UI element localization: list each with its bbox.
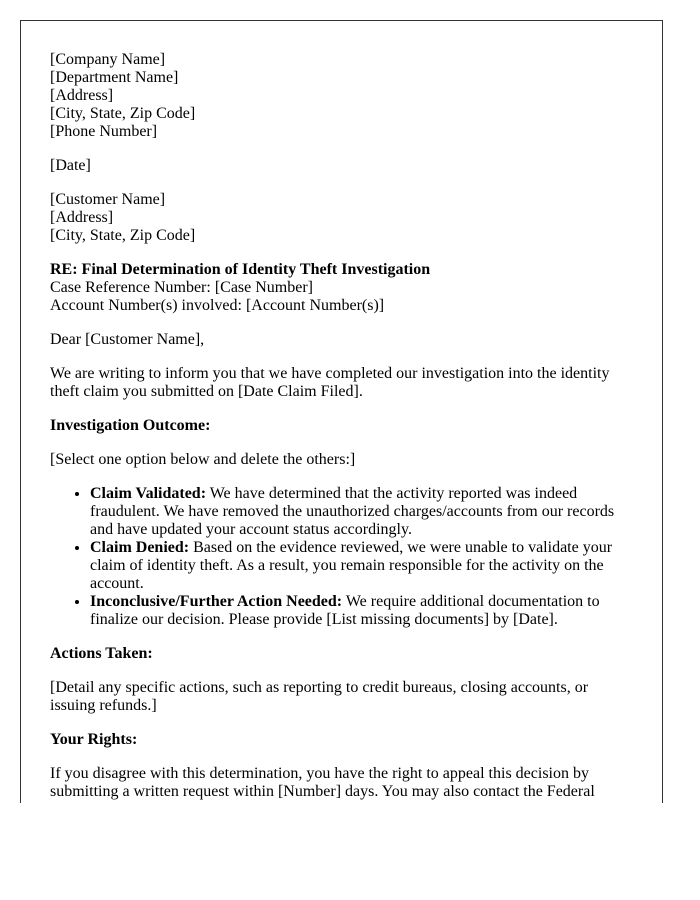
sender-phone: [Phone Number] xyxy=(50,123,158,140)
outcome-instruction: [Select one option below and delete the others:] xyxy=(50,451,356,468)
letter-date: [Date] xyxy=(50,157,91,174)
letter-page xyxy=(20,20,663,803)
rights-heading: Your Rights: xyxy=(50,731,138,748)
option-label: Claim Denied: xyxy=(90,539,190,556)
outcome-heading: Investigation Outcome: xyxy=(50,417,211,434)
actions-text: [Detail any specific actions, such as reporting to credit bureaus, closing accounts, or issuing refunds.] xyxy=(50,679,589,714)
sender-company: [Company Name] xyxy=(50,51,166,68)
sender-address: [Address] xyxy=(50,87,114,104)
salutation: Dear [Customer Name], xyxy=(50,331,205,348)
option-label: Claim Validated: xyxy=(90,485,207,502)
actions-heading: Actions Taken: xyxy=(50,645,153,662)
account-numbers: Account Number(s) involved: [Account Number(s)] xyxy=(50,297,385,314)
case-reference: Case Reference Number: [Case Number] xyxy=(50,279,313,296)
intro-paragraph: We are writing to inform you that we have completed our investigation into the identity theft claim you submitted on [Date Claim Filed]. xyxy=(50,365,610,400)
re-subject: RE: Final Determination of Identity Theft Investigation xyxy=(50,261,431,278)
outcome-options xyxy=(50,485,633,629)
option-text: We have determined that the activity reported was indeed fraudulent. We have removed the unauthorized charges/accounts from our records and have updated your account status accordingly. xyxy=(90,485,615,538)
recipient-block xyxy=(50,191,633,245)
option-label: Inconclusive/Further Action Needed: xyxy=(90,593,343,610)
option-denied xyxy=(90,539,633,593)
sender-city: [City, State, Zip Code] xyxy=(50,105,196,122)
recipient-address: [Address] xyxy=(50,209,114,226)
recipient-name: [Customer Name] xyxy=(50,191,166,208)
option-inconclusive xyxy=(90,593,633,629)
option-text: Based on the evidence reviewed, we were unable to validate your claim of identity theft. As a result, you remain responsible for the activity on the account. xyxy=(90,539,613,592)
sender-department: [Department Name] xyxy=(50,69,179,86)
option-validated xyxy=(90,485,633,539)
recipient-city: [City, State, Zip Code] xyxy=(50,227,196,244)
sender-block xyxy=(50,51,633,141)
option-text: We require additional documentation to finalize our decision. Please provide [List missing documents] by [Date]. xyxy=(90,593,600,628)
rights-text: If you disagree with this determination, you have the right to appeal this decision by submitting a written request within [Number] days. You may also contact the Federal xyxy=(50,765,595,800)
re-block xyxy=(50,261,633,315)
